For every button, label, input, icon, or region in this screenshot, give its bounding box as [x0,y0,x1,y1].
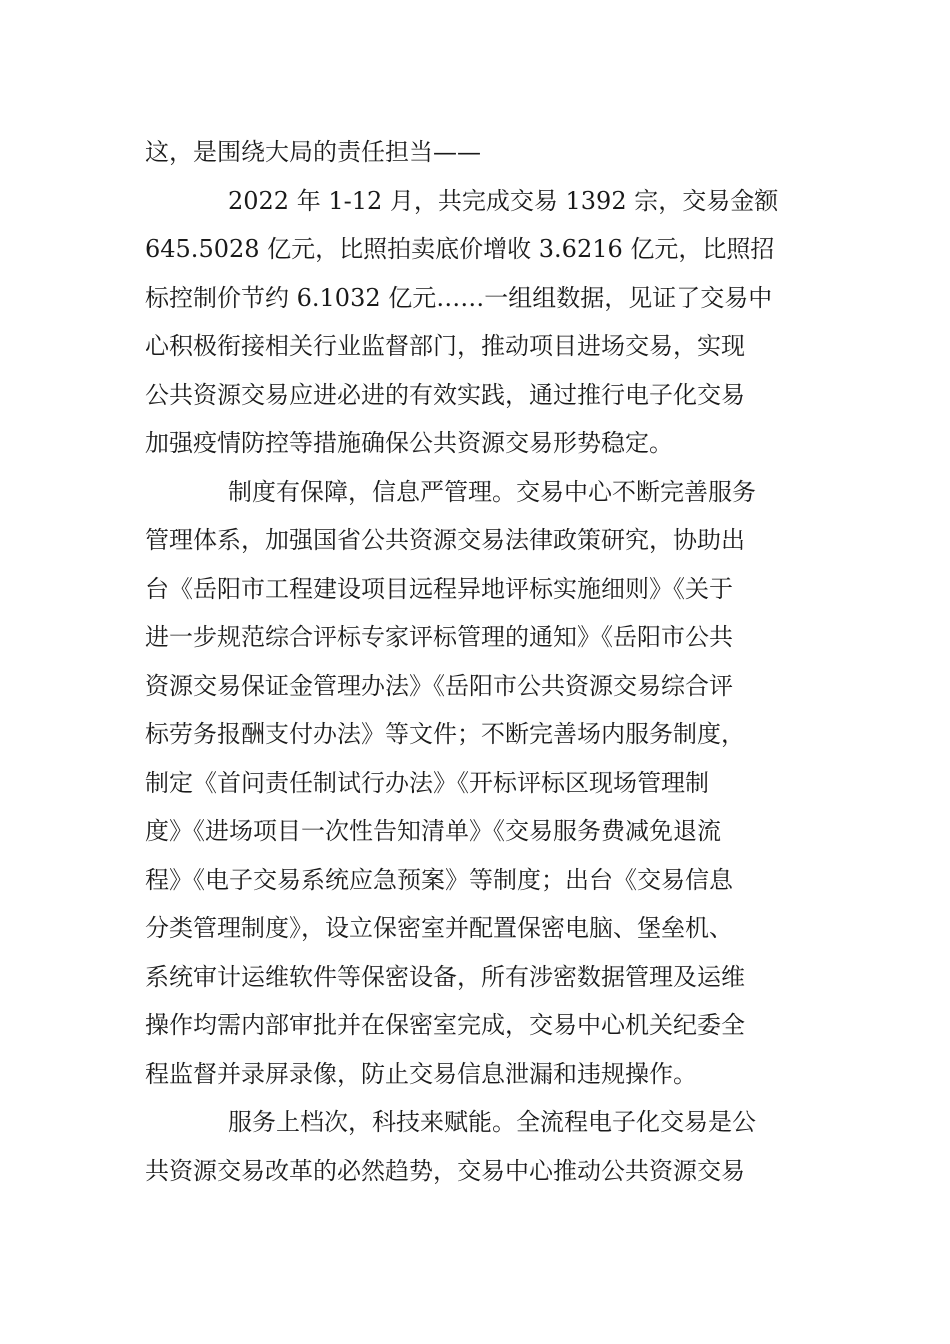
text-line: 标劳务报酬支付办法》等文件；不断完善场内服务制度， [145,720,745,748]
text-line: 资源交易保证金管理办法》《岳阳市公共资源交易综合评 [145,671,733,700]
text-line: 台《岳阳市工程建设项目远程异地评标实施细则》《关于 [145,574,733,603]
text-line: 制定《首问责任制试行办法》《开标评标区现场管理制 [145,768,709,797]
text-line: 645.5028 亿元，比照拍卖底价增收 3.6216 亿元，比照招 [145,235,775,263]
text-line: 程》《电子交易系统应急预案》等制度；出台《交易信息 [145,865,733,894]
text-line: 这，是围绕大局的责任担当—— [145,138,481,166]
text-line: 度》《进场项目一次性告知清单》《交易服务费减免退流 [145,817,721,845]
text-line: 系统审计运维软件等保密设备，所有涉密数据管理及运维 [145,962,745,991]
text-line: 程监督并录屏录像，防止交易信息泄漏和违规操作。 [145,1059,697,1088]
text-line: 2022 年 1-12 月，共完成交易 1392 宗，交易金额 [228,186,779,215]
document-body [145,128,810,1195]
text-line: 标控制价节约 6.1032 亿元……一组组数据，见证了交易中 [145,283,773,312]
text-line: 管理体系，加强国省公共资源交易法律政策研究，协助出 [145,526,745,554]
text-line: 服务上档次，科技来赋能。全流程电子化交易是公 [228,1108,756,1136]
text-line: 操作均需内部审批并在保密室完成，交易中心机关纪委全 [145,1011,745,1039]
text-line: 制度有保障，信息严管理。交易中心不断完善服务 [228,477,756,506]
text-line: 共资源交易改革的必然趋势，交易中心推动公共资源交易 [145,1156,745,1185]
text-line: 进一步规范综合评标专家评标管理的通知》《岳阳市公共 [145,623,733,651]
text-line: 心积极衔接相关行业监督部门，推动项目进场交易，实现 [145,332,745,360]
text-line: 加强疫情防控等措施确保公共资源交易形势稳定。 [145,429,673,457]
text-line: 分类管理制度》，设立保密室并配置保密电脑、堡垒机、 [145,914,733,942]
text-line: 公共资源交易应进必进的有效实践，通过推行电子化交易 [145,380,745,409]
